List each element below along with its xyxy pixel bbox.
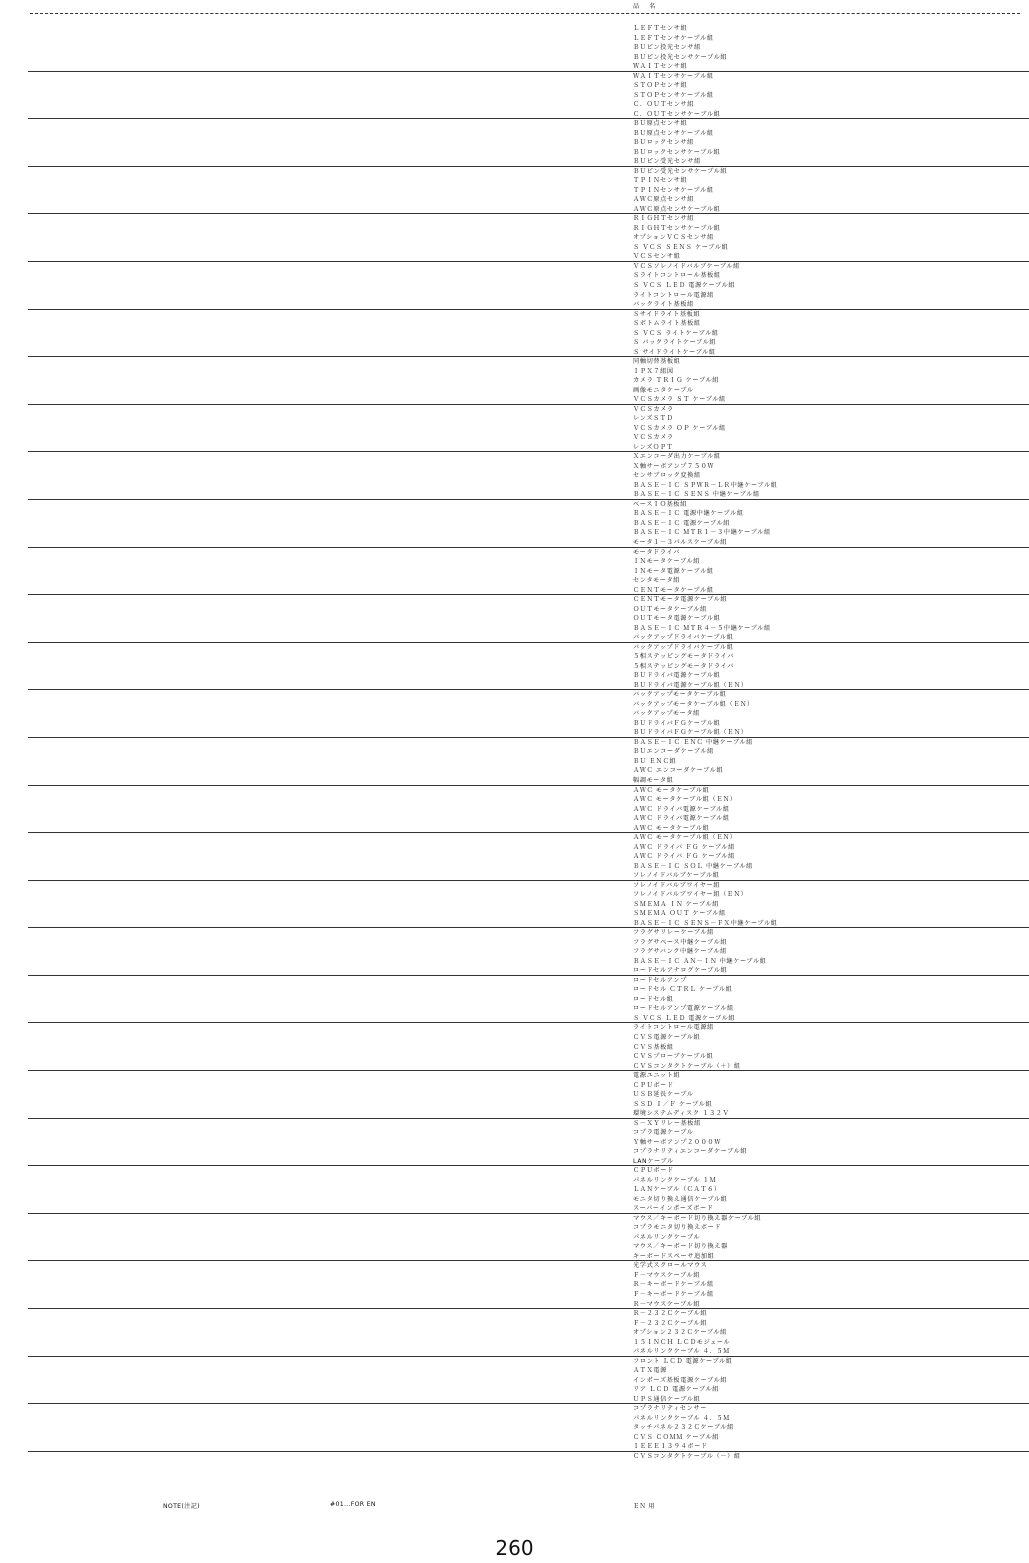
group-items (633, 1309, 730, 1357)
group-items (633, 833, 753, 881)
part-name: フラグサベース中継ケーブル組 (633, 938, 728, 946)
part-name: ＢＡＳＥ－ＩＣ ＳＰＷＲ－ＬＲ中継ケーブル組 (633, 481, 778, 489)
part-name: パネルリンクケーブル １Ｍ (633, 1176, 717, 1184)
part-name: Ｓサイドライト基板組 (633, 310, 701, 318)
part-name: ＢＡＳＥ－ＩＣ ＭＴＲ４－５中継ケーブル組 (633, 624, 771, 632)
group-divider (28, 118, 1029, 119)
part-name: ＳＭＥＭＡ ＩＮ ケーブル組 (633, 900, 720, 908)
parts-group (0, 214, 1029, 262)
group-divider (28, 356, 1029, 357)
part-name: カメラ ＴＲＩＧ ケーブル組 (633, 377, 720, 385)
part-name: ＢＵピン投光センサケーブル組 (633, 53, 728, 61)
parts-group (0, 1261, 1029, 1309)
part-name: パネルリンクケーブル (633, 1233, 701, 1241)
part-name: フラグサバンク中継ケーブル組 (633, 948, 727, 956)
part-name: パネルリンクケーブル ４．５Ｍ (633, 1414, 730, 1422)
part-name: バックアップモータケーブル組（ＥＮ） (633, 700, 754, 708)
part-name: Ｒ－マウスケーブル組 (633, 1300, 701, 1308)
part-name: ＡＷＣ原点センサ組 (633, 196, 695, 204)
part-name: ロードセル ＣＴＲＬ ケーブル組 (633, 986, 733, 994)
part-name: ＶＣＳセンサ組 (633, 253, 681, 261)
part-name: モータドライバ (633, 548, 680, 556)
group-divider (28, 880, 1029, 881)
part-name: コプラモニタ切り換えボード (633, 1224, 722, 1232)
group-items (633, 1452, 741, 1462)
part-name: ライトコントロール電源組 (633, 291, 714, 299)
page-number: 260 (495, 1536, 534, 1560)
part-name: ＢＵロックセンサケーブル組 (633, 148, 721, 156)
part-name: 環境システムディスク １３２Ｖ (633, 1110, 730, 1118)
group-divider (28, 499, 1029, 500)
part-name: ＢＵピン投光センサ組 (633, 44, 701, 52)
part-name: コプラナリティセンサー (633, 1405, 708, 1413)
parts-group (0, 1357, 1029, 1405)
group-items (633, 262, 740, 310)
part-name: ＣＥＮＴモータケーブル組 (633, 586, 714, 594)
part-name: ＶＣＳカメラ (633, 434, 674, 442)
parts-group (0, 595, 1029, 643)
part-name: Ｒ－キーボードケーブル組 (633, 1281, 714, 1289)
group-divider (28, 1165, 1029, 1166)
group-divider (28, 1308, 1029, 1309)
part-name: 光学式スクロールマウス (633, 1262, 708, 1270)
part-name: ＢＵドライバＦＧケーブル組 (633, 719, 721, 727)
part-name: ＷＡＩＴセンサ組 (633, 63, 688, 71)
part-name: ＣＶＳ基板組 (633, 1043, 674, 1051)
parts-group (0, 1309, 1029, 1357)
parts-group (0, 738, 1029, 786)
part-name: ５相ステッピングモータドライバ (633, 653, 735, 661)
parts-group (0, 262, 1029, 310)
part-name: スーパーインポーズボード (633, 1205, 714, 1213)
part-name: ＢＡＳＥ－ＩＣ ＭＴＲ１－３中継ケーブル組 (633, 529, 771, 537)
part-name: 同軸切替基板組 (633, 358, 681, 366)
part-name: ＴＰＩＮセンサ組 (633, 177, 688, 185)
part-name: １５ＩＮＣＨ ＬＣＤモジュール (633, 1338, 731, 1346)
part-name: ＡＷＣ エンコーダケーブル組 (633, 767, 724, 775)
part-name: センタモータ組 (633, 577, 681, 585)
part-name: センサブロック変換組 (633, 472, 701, 480)
part-name: ＢＡＳＥ－ＩＣ 電源ケーブル組 (633, 519, 731, 527)
part-name: ＩＥＥＥ１３９４ボード (633, 1443, 708, 1451)
part-name: ＳＳＤ Ｉ／Ｆ ケーブル組 (633, 1100, 713, 1108)
part-name: Ｓライトコントロール基板組 (633, 272, 721, 280)
part-name: ＣＥＮＴモータ電源ケーブル組 (633, 596, 728, 604)
parts-group (0, 976, 1029, 1024)
part-name: ＩＮモータケーブル組 (633, 558, 701, 566)
part-name: リア ＬＣＤ 電源ケーブル組 (633, 1386, 720, 1394)
part-name: ＣＰＵボード (633, 1167, 674, 1175)
group-items (633, 1071, 729, 1119)
group-items (633, 1404, 734, 1452)
part-name: ＡＷＣ ドライバ電源ケーブル組 (633, 805, 730, 813)
part-name: ＬＥＦＴセンサ組 (633, 25, 688, 32)
part-name: ＡＷＣ ドライバ ＦＧ ケーブル組 (633, 853, 735, 861)
part-name: ＳＴＯＰセンサ組 (633, 82, 688, 90)
part-name: タッチパネル２３２Ｃケーブル組 (633, 1424, 734, 1432)
group-items (633, 500, 771, 548)
part-name: ロードセルアナログケーブル組 (633, 967, 728, 975)
parts-group (0, 1166, 1029, 1214)
part-name: ＢＵ原点センサケーブル組 (633, 129, 714, 137)
group-divider (28, 309, 1029, 310)
part-name: ＶＣＳカメラ (633, 405, 674, 413)
part-name: ＢＡＳＥ－ＩＣ ＥＮＣ 中継ケーブル組 (633, 738, 753, 746)
part-name: インポーズ基板電源ケーブル組 (633, 1376, 728, 1384)
group-items (633, 1166, 727, 1214)
part-name: Ｘエンコーダ出力ケーブル組 (633, 453, 721, 461)
parts-group (0, 24, 1029, 72)
part-name: バックアップドライバケーブル組 (633, 634, 734, 642)
group-divider (28, 1451, 1029, 1452)
part-name: Ｓ－ＸＹリレー基板組 (633, 1119, 701, 1127)
group-items (633, 357, 726, 405)
group-divider (28, 594, 1029, 595)
part-name: ＡＷＣ原点センサケーブル組 (633, 205, 721, 213)
group-divider (28, 1070, 1029, 1071)
group-items (633, 881, 778, 929)
parts-group (0, 310, 1029, 358)
part-name: ＢＡＳＥ－ＩＣ 電源中継ケーブル組 (633, 510, 744, 518)
part-name: ５相ステッピングモータドライバ (633, 662, 735, 670)
part-name: ＶＣＳカメラ ＳＴ ケーブル組 (633, 396, 726, 404)
part-name: Ｓ ＶＣＳ ライトケーブル組 (633, 329, 719, 337)
part-name: ＳＴＯＰセンサケーブル組 (633, 91, 714, 99)
part-name: ＢＵドライバ電源ケーブル組（ＥＮ） (633, 681, 748, 689)
part-name: ＵＰＳ通信ケーブル組 (633, 1395, 701, 1403)
group-items (633, 786, 737, 834)
group-items (633, 1119, 747, 1167)
group-divider (28, 642, 1029, 643)
part-name: ＩＮモータ電源ケーブル組 (633, 567, 714, 575)
part-name: コプラ電源ケーブル (633, 1129, 694, 1137)
group-divider (28, 1356, 1029, 1357)
part-name: ＢＵピン受光センサ組 (633, 158, 701, 166)
parts-group (0, 1214, 1029, 1262)
group-divider (28, 1403, 1029, 1404)
part-name: ＣＶＳコンタクトケーブル（＋）組 (633, 1062, 741, 1070)
group-divider (28, 975, 1029, 976)
part-name: ＣＶＳ電源ケーブル組 (633, 1033, 701, 1041)
part-name: ロードセル組 (633, 995, 674, 1003)
part-name: バックアップモータケーブル組 (633, 691, 727, 699)
group-divider (28, 927, 1029, 928)
part-name: ソレノイドバルブケーブル組 (633, 872, 720, 880)
group-items (633, 643, 748, 691)
part-name: ロードセルアンプ電源ケーブル組 (633, 1005, 734, 1013)
part-name: ベースＩＯ基板組 (633, 500, 687, 508)
part-name: ＡＷＣ ドライバ ＦＧ ケーブル組 (633, 843, 735, 851)
part-name: ＢＵ原点センサ組 (633, 120, 688, 128)
column-header: 品 名 (633, 3, 660, 10)
note-code: #01...FOR EN (330, 1501, 376, 1508)
part-name: ＡＷＣ モータケーブル組 (633, 786, 710, 794)
group-items (633, 452, 778, 500)
group-items (633, 976, 735, 1024)
part-name: Ｘ軸サーボアンプ７５０Ｗ (633, 462, 715, 470)
group-items (633, 1023, 741, 1071)
parts-group (0, 452, 1029, 500)
part-name: マウス／キーボード切り換え器 (633, 1243, 728, 1251)
part-name: Ｓ ＶＣＳ ＬＥＤ 電源ケーブル組 (633, 282, 736, 289)
part-name: ＢＡＳＥ－ＩＣ ＳＥＮＳ－ＦＸ中継ケーブル組 (633, 919, 778, 927)
part-name: 幅調モータ組 (633, 776, 674, 784)
group-items (633, 1357, 733, 1405)
parts-group (0, 833, 1029, 881)
part-name: ＬＥＦＴセンサケーブル組 (633, 34, 714, 42)
part-name: マウス／キーボード切り換え器ケーブル組 (633, 1214, 762, 1222)
group-divider (28, 1213, 1029, 1214)
group-divider (28, 689, 1029, 690)
part-name: ＢＡＳＥ－ＩＣ ＡＮ－ＩＮ 中継ケーブル組 (633, 957, 767, 965)
group-items (633, 119, 720, 167)
note-label: NOTE(注記) (163, 1503, 200, 1510)
part-name: フラグサリレーケーブル組 (633, 929, 714, 937)
part-name: ソレノイドバルブワイヤー組 (633, 881, 721, 889)
part-name: ＣＶＳコンタクトケーブル（－）組 (633, 1452, 741, 1460)
part-name: ＢＵドライバ電源ケーブル組 (633, 672, 721, 680)
part-name: Ｒ－２３２Ｃケーブル組 (633, 1310, 708, 1318)
part-name: ＣＰＵボード (633, 1081, 674, 1089)
group-items (633, 310, 719, 358)
part-name: Ｓボトムライト基板組 (633, 320, 701, 328)
parts-group (0, 548, 1029, 596)
parts-group (0, 786, 1029, 834)
part-name: ＵＳＢ延長ケーブル (633, 1091, 694, 1099)
group-items (633, 72, 720, 120)
part-name: ＲＩＧＨＴセンサ組 (633, 215, 695, 223)
part-name: レンズＳＴＤ (633, 415, 674, 423)
header-dashed-rule (30, 13, 1020, 14)
part-name: ＡＷＣ モータケーブル組 (633, 824, 710, 832)
part-name: ソレノイドバルブワイヤー組（ＥＮ） (633, 891, 748, 899)
part-name: ＡＷＣ モータケーブル組（ＥＮ） (633, 796, 737, 804)
part-name: 電源ユニット組 (633, 1072, 681, 1080)
group-items (633, 214, 728, 262)
parts-group (0, 119, 1029, 167)
part-name: バックアップモータ組 (633, 710, 700, 718)
parts-group (0, 690, 1029, 738)
part-name: モニタ切り換え通信ケーブル組 (633, 1195, 728, 1203)
part-name: キーボードスペーサ追加組 (633, 1252, 715, 1260)
part-name: レンズＯＰＴ (633, 443, 674, 451)
parts-group (0, 1023, 1029, 1071)
part-name: ＩＰＸ７組図 (633, 367, 674, 375)
part-name: LANケーブル (633, 1157, 674, 1165)
note-text: ＥＮ 用 (633, 1503, 655, 1510)
group-divider (28, 1260, 1029, 1261)
group-items (633, 738, 753, 786)
group-divider (28, 213, 1029, 214)
part-name: オプション２３２Ｃケーブル組 (633, 1329, 727, 1337)
part-name: ＣＶＳプローブケーブル組 (633, 1053, 714, 1061)
part-name: ＡＷＣ モータケーブル組（ＥＮ） (633, 834, 737, 842)
group-divider (28, 547, 1029, 548)
part-name: ＬＡＮケーブル（ＣＡＴ６） (633, 1186, 721, 1194)
parts-group (0, 167, 1029, 215)
parts-group (0, 500, 1029, 548)
part-name: パネルリンクケーブル ４．５Ｍ (633, 1348, 730, 1356)
part-name: ＯＵＴモータ電源ケーブル組 (633, 615, 721, 623)
group-divider (28, 261, 1029, 262)
part-name: ＴＰＩＮセンサケーブル組 (633, 186, 714, 194)
part-name: Ｓ バックライトケーブル組 (633, 339, 717, 347)
part-name: ＶＣＳカメラ ＯＰ ケーブル組 (633, 424, 726, 432)
group-items (633, 928, 767, 976)
group-divider (28, 832, 1029, 833)
part-name: Ｃ．ＯＵＴセンサケーブル組 (633, 110, 721, 118)
part-name: バックアップドライバケーブル組 (633, 643, 734, 651)
part-name: Ｃ．ＯＵＴセンサ組 (633, 101, 695, 109)
group-items (633, 595, 771, 643)
part-name: フロント ＬＣＤ 電源ケーブル組 (633, 1357, 733, 1365)
part-name: Ｆ－キーボードケーブル組 (633, 1290, 714, 1298)
part-name: 画像モニタケーブル (633, 386, 694, 394)
group-divider (28, 785, 1029, 786)
parts-group (0, 357, 1029, 405)
part-name: ＢＡＳＥ－ＩＣ ＳＯＬ 中継ケーブル組 (633, 862, 753, 870)
group-items (633, 690, 754, 738)
parts-group (0, 643, 1029, 691)
parts-group (0, 1452, 1029, 1500)
part-name: Ｓ ＶＣＳ ＬＥＤ 電源ケーブル組 (633, 1014, 736, 1022)
parts-list (0, 24, 1029, 1499)
part-name: ＢＵ ＥＮＣ組 (633, 757, 677, 765)
group-items (633, 405, 726, 453)
part-name: バックライト基板組 (633, 301, 694, 309)
part-name: ＣＶＳ ＣＯＭＭ ケーブル組 (633, 1433, 720, 1441)
parts-group (0, 405, 1029, 453)
part-name: コプラナリティエンコーダケーブル組 (633, 1148, 748, 1156)
group-items (633, 24, 727, 72)
part-name: ライトコントロール電源組 (633, 1024, 714, 1032)
group-items (633, 167, 727, 215)
group-divider (28, 404, 1029, 405)
part-name: ＢＡＳＥ－ＩＣ ＳＥＮＳ 中継ケーブル組 (633, 491, 760, 499)
group-items (633, 1214, 761, 1262)
part-name: ＢＵドライバＦＧケーブル組（ＥＮ） (633, 729, 748, 737)
group-divider (28, 71, 1029, 72)
part-name: ＢＵロックセンサ組 (633, 139, 694, 147)
parts-group (0, 1119, 1029, 1167)
group-divider (28, 166, 1029, 167)
part-name: ＶＣＳソレノイドバルブケーブル組 (633, 262, 740, 270)
part-name: ＢＵピン受光センサケーブル組 (633, 167, 728, 175)
part-name: ＯＵＴモータケーブル組 (633, 605, 707, 613)
part-name: ＳＭＥＭＡ ＯＵＴ ケーブル組 (633, 910, 726, 918)
group-items (633, 548, 714, 596)
parts-group (0, 928, 1029, 976)
group-items (633, 1261, 714, 1309)
group-divider (28, 737, 1029, 738)
parts-group (0, 1071, 1029, 1119)
part-name: ＡＷＣ ドライバ電源ケーブル組 (633, 815, 730, 823)
parts-group (0, 1404, 1029, 1452)
part-name: Ｓ ＶＣＳ ＳＥＮＳ ケーブル組 (633, 243, 729, 251)
group-divider (28, 451, 1029, 452)
part-name: Ｓ サイドライトケーブル組 (633, 348, 716, 356)
part-name: オプションＶＣＳセンサ組 (633, 234, 714, 242)
part-name: Ｆ－２３２Ｃケーブル組 (633, 1319, 708, 1327)
parts-group (0, 72, 1029, 120)
part-name: Ｙ軸サーボアンプ２０００Ｗ (633, 1138, 721, 1146)
group-divider (28, 1022, 1029, 1023)
part-name: ロードセルアンプ (633, 976, 687, 984)
part-name: ＲＩＧＨＴセンサケーブル組 (633, 224, 721, 232)
part-name: ＢＵエンコーダケーブル組 (633, 748, 714, 756)
part-name: ＡＴＸ電源 (633, 1367, 667, 1375)
part-name: Ｆ－マウスケーブル組 (633, 1271, 701, 1279)
part-name: モータ１－３パルスケーブル組 (633, 539, 728, 546)
parts-group (0, 881, 1029, 929)
part-name: ＷＡＩＴセンサケーブル組 (633, 72, 714, 80)
group-divider (28, 1118, 1029, 1119)
